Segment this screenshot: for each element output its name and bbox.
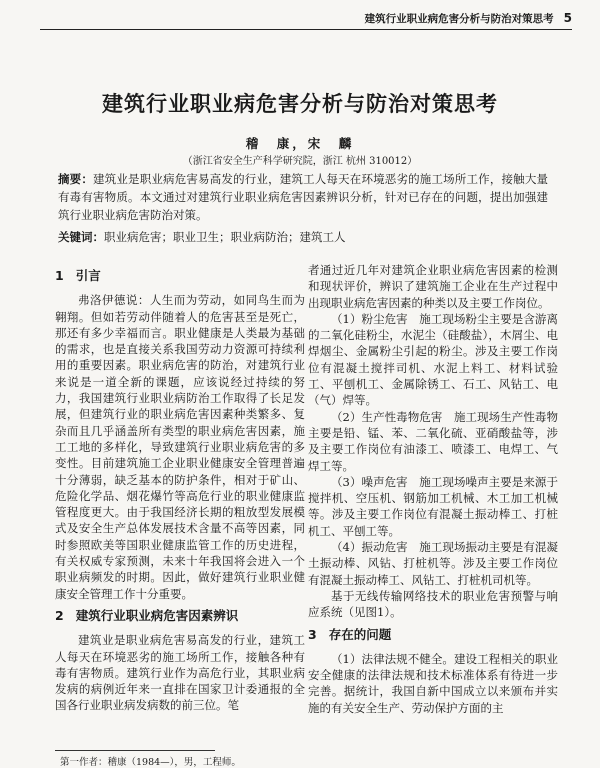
hazard-item-toxins: （2）生产性毒物危害 施工现场生产性毒物主要是铅、锰、苯、二氧化硫、亚硝酸盐等，涉及主要工作岗位有油漆工、喷漆工、电焊工、气焊工等。: [308, 409, 558, 473]
footnote: 第一作者：稽康（1984—），男，工程师。: [60, 757, 241, 768]
authors: 稽 康，宋 麟: [245, 136, 355, 151]
abstract-text: 建筑业是职业病危害易高发的行业，建筑工人每天在环境恶劣的施工场所工作，接触大量有毒有害物质。本文通过对建筑行业职业病危害因素辨识分析，针对已存在的问题，提出加强建筑行业职业病危害防治对策。: [58, 172, 548, 222]
paper-title: 建筑行业职业病危害分析与防治对策思考: [102, 92, 498, 116]
affiliation: （浙江省安全生产科学研究院，浙江 杭州 310012）: [182, 156, 418, 167]
hazard-paragraph: 建筑业是职业病危害易高发的行业，建筑工人每天在环境恶劣的施工场所工作，接触各种有毒有害物质。建筑行业作为高危行业，其职业病发病的病例近年来一直排在国家卫计委通报的全国各行业职业病发病数的前三位。笔: [55, 633, 305, 713]
footnote-divider: [55, 750, 215, 751]
warning-system-paragraph: 基于无线传输网络技术的职业危害预警与响应系统（见图1）。: [308, 588, 558, 620]
hazard-item-dust: （1）粉尘危害 施工现场粉尘主要是含游离的二氧化硅粉尘，水泥尘（硅酸盐），木屑尘、电焊烟尘、金属粉尘引起的粉尘。涉及主要工作岗位有混凝土搅拌司机、水泥上料工、材料试验工、平刨机工、金属除锈工、石工、风钻工、电（气）焊等。: [308, 311, 558, 408]
abstract: [58, 170, 548, 224]
hazard-item-vibration: （4）振动危害 施工现场振动主要是有混凝土振动棒、风钻、打桩机等。涉及主要工作岗位有混凝土振动棒工、风钻工、打桩机司机等。: [308, 540, 558, 587]
abstract-block: [58, 170, 548, 246]
right-column: [308, 262, 558, 716]
intro-paragraph: 弗洛伊德说：人生而为劳动，如同鸟生而为翱翔。但如若劳动伴随着人的危害甚至是死亡，那还有多少幸福而言。职业健康是人类最为基础的需求，也是直接关系我国劳动力资源可持续利用的重要因素。职业病危害的防治，对建筑行业来说是一道全新的课题，应该说经过持续的努力，我国建筑行业职业病防治工作取得了长足发展，但建筑行业的职业病危害因素种类繁多、复杂而且几乎涵盖所有类型的职业病危害因素，施工工地的多样化，导致建筑行业职业病危害的多变性。目前建筑施工企业职业健康安全管理普遍十分薄弱，缺乏基本的防护条件，相对于矿山、危险化学品、烟花爆竹等高危行业的职业健康监管程度更大。由于我国经济长期的粗放型发展模式及安全生产总体发展技术含量不高等因素，同时参照欧美等国职业健康监管工作的历史进程，有关权威专家预测，未来十年我国将会进入一个职业病频发的时期。因此，做好建筑行业职业健康安全管理工作十分重要。: [55, 293, 305, 601]
section-number: 2: [55, 607, 64, 623]
section-title: 存在的问题: [328, 626, 392, 642]
page-number: 5: [563, 11, 572, 25]
hazard-item-noise: （3）噪声危害 施工现场噪声主要是来源于搅拌机、空压机、钢筋加工机械、木工加工机械等。涉及主要工作岗位有混凝土振动棒工、打桩机工、平刨工等。: [308, 474, 558, 538]
section-number: 3: [308, 626, 317, 642]
running-header: [40, 7, 572, 30]
hazard-paragraph-continued: 者通过近几年对建筑企业职业病危害因素的检测和现状评价，辨识了建筑施工企业在生产过程中出现职业病危害因素的种类以及主要工作岗位。: [308, 263, 558, 310]
keywords-label: 关键词：: [58, 230, 104, 244]
keywords-text: 职业病危害；职业卫生；职业病防治；建筑工人: [104, 230, 346, 244]
problems-paragraph: （1）法律法规不健全。建设工程相关的职业安全健康的法律法规和技术标准体系有待进一步完善。据统计，我国自新中国成立以来颁布并实施的有关安全生产、劳动保护方面的主: [308, 651, 558, 715]
section-title: 建筑行业职业病危害因素辨识: [75, 607, 239, 623]
section-heading-hazard-identification: [55, 608, 305, 624]
section-heading-intro: [55, 268, 305, 284]
section-number: 1: [55, 268, 64, 283]
keywords: [58, 228, 548, 246]
section-heading-problems: [308, 627, 558, 643]
section-title: 引言: [75, 268, 101, 283]
left-column: [55, 262, 305, 714]
running-title: 建筑行业职业病危害分析与防治对策思考: [364, 12, 554, 25]
abstract-label: 摘要：: [58, 172, 94, 186]
